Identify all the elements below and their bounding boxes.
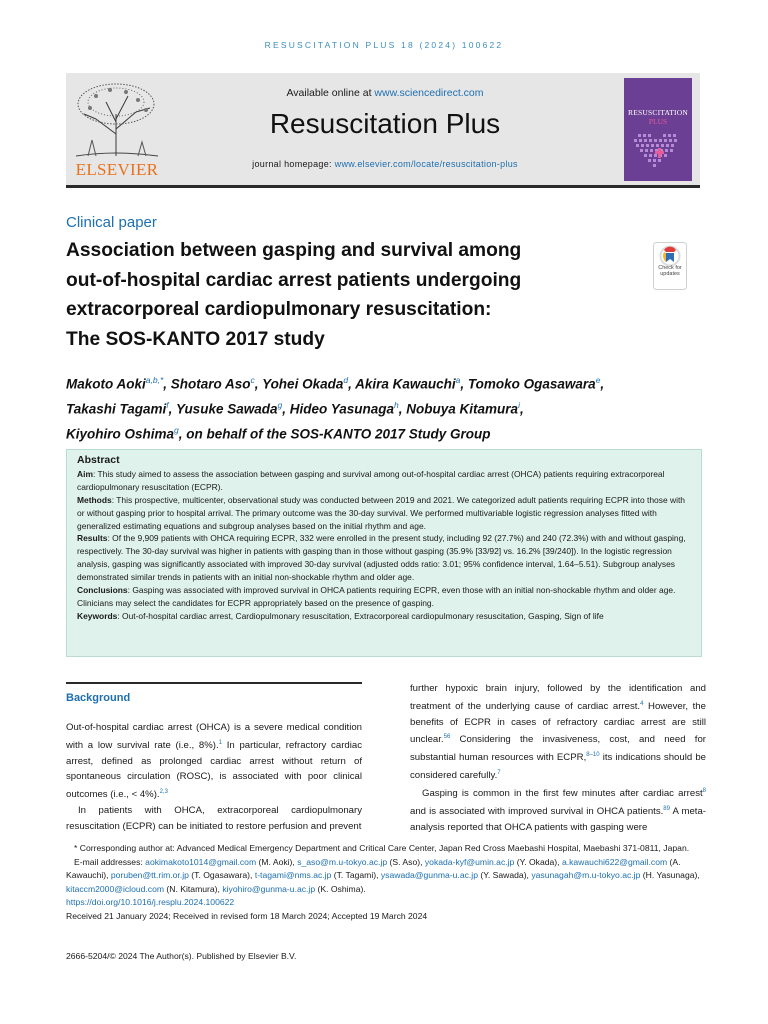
email-owner: (T. Tagami), [331, 870, 381, 881]
abstract-methods [77, 494, 691, 533]
body-text: A meta-analysis reported that OHCA patients with gasping were [410, 806, 706, 833]
abstract-text: : Out-of-hospital cardiac arrest, Cardiopulmonary resuscitation, Extracorporeal cardiopulmonary resuscitation, Gasping, Sign of life [117, 610, 604, 621]
email-owner: (K. Oshima). [315, 883, 366, 894]
author-name: Yusuke Sawada [175, 401, 278, 417]
email-owner: (Y. Okada), [514, 856, 562, 867]
author-affiliation[interactable]: f [166, 400, 169, 410]
author-list [66, 370, 706, 445]
publisher-wordmark: ELSEVIER [75, 160, 159, 179]
author-affiliation[interactable]: i [518, 400, 520, 410]
abstract-conclusions [77, 584, 691, 610]
email-link[interactable]: yokada-kyf@umin.ac.jp [424, 856, 515, 867]
author-separator: , on behalf of the SOS-KANTO 2017 Study Group [178, 426, 491, 442]
author-separator: , [282, 401, 290, 417]
abstract-aim [77, 468, 691, 494]
available-online [170, 87, 600, 99]
body-text: and is associated with improved survival in OHCA patients. [410, 806, 664, 818]
body-text: Gasping is common in the first few minutes after cardiac arrest [422, 788, 703, 800]
email-owner: (T. Ogasawara), [188, 870, 255, 881]
section-rule [66, 682, 362, 684]
author-name: Nobuya Kitamura [406, 401, 519, 417]
homepage-link[interactable]: www.elsevier.com/locate/resuscitation-plus [334, 159, 518, 169]
citation[interactable]: 8–10 [586, 752, 600, 759]
section-heading: Background [66, 692, 131, 704]
email-label: E-mail addresses: [74, 856, 146, 867]
email-link[interactable]: yasunagah@m.u-tokyo.ac.jp [531, 870, 641, 881]
citation[interactable]: 2,3 [159, 789, 168, 795]
cover-title: RESUSCITATION [628, 108, 688, 117]
body-text: Considering the invasiveness, cost, and need for substantial human resources with ECPR, [410, 734, 706, 764]
author-name: Makoto Aoki [66, 376, 146, 392]
abstract-text: : This study aimed to assess the association between gasping and survival among out-of-hospital cardiac arrest (OHCA) patients requiring extracorporeal cardiopulmonary resuscitation (ECPR). [77, 468, 665, 492]
author-name: Hideo Yasunaga [289, 401, 395, 417]
author-separator: , [398, 401, 407, 417]
email-link[interactable]: aokimakoto1014@gmail.com [145, 856, 257, 867]
body-column-right [410, 681, 706, 835]
journal-title: Resuscitation Plus [269, 108, 501, 139]
email-link[interactable]: poruben@tt.rim.or.jp [110, 870, 189, 881]
author-separator: , [600, 376, 605, 392]
email-owner: (A. Kawauchi), [66, 856, 681, 881]
email-addresses [66, 856, 706, 897]
citation[interactable]: 89 [663, 805, 670, 812]
received-dates: Received 21 January 2024; Received in revised form 18 March 2024; Accepted 19 March 2024 [66, 910, 428, 921]
homepage-prefix: journal homepage: [252, 159, 335, 169]
citation[interactable]: 1 [218, 739, 222, 746]
author-name: Tomoko Ogasawara [467, 376, 596, 392]
citation[interactable]: 4 [640, 700, 644, 707]
body-text: In patients with OHCA, extracorporeal cardiopulmonary resuscitation (ECPR) can be initiated to restore perfusion and prevent [66, 804, 362, 832]
running-head: RESUSCITATION PLUS 18 (2024) 100622 [264, 40, 504, 50]
cover-heart-graphic [632, 130, 684, 176]
author-name: Kiyohiro Oshima [66, 426, 175, 442]
abstract-label: Conclusions [77, 585, 128, 596]
corresponding-author-note: * Corresponding author at: Advanced Medical Emergency Department and Critical Care Center, Japan Red Cross Maebashi Hospital, Maebashi 371-0811, Japan. [74, 843, 690, 853]
author-affiliation[interactable]: c [250, 375, 255, 385]
author-affiliation[interactable]: a [455, 375, 461, 385]
body-text: its indications should be considered carefully. [410, 752, 706, 782]
abstract-label: Keywords [77, 610, 118, 621]
footnotes [66, 842, 706, 924]
title-line: The SOS-KANTO 2017 study [66, 328, 325, 350]
body-text: further hypoxic brain injury, followed by the identification and treatment of the underlying cause of cardiac arrest. [410, 683, 706, 712]
author-affiliation[interactable]: h [394, 400, 399, 410]
doi-link[interactable]: https://doi.org/10.1016/j.resplu.2024.100622 [66, 897, 235, 908]
author-separator: , [163, 376, 171, 392]
email-link[interactable]: s_aso@m.u-tokyo.ac.jp [297, 856, 388, 867]
cover-subtitle: PLUS [648, 117, 668, 126]
article-type: Clinical paper [66, 214, 157, 231]
article-title [66, 236, 636, 354]
journal-cover-thumbnail [624, 78, 692, 181]
author-name: Yohei Okada [262, 376, 344, 392]
title-line: out-of-hospital cardiac arrest patients undergoing [66, 269, 522, 291]
author-separator: , [168, 401, 176, 417]
abstract-text: : Of the 9,909 patients with OHCA requiring ECPR, 332 were enrolled in the present study, including 92 (27.7%) and 240 (72.3%) with and without gasping, respectively. The 30-day survival was higher in patients with gasping than in those without gasping (35.9% [33/92] vs. 16.2% [39/240]). In the logistic regression analysis, gasping was significantly associated with improved 30-day survival (adjusted odds ratio: 3.01; 95% confidence interval, 1.64–5.51). Subgroup analyses demonstrated similar trends in patients with an initial non-shockable rhythm and older age. [77, 533, 686, 583]
abstract-text: : Gasping was associated with improved survival in OHCA patients requiring ECPR, even those with an initial non-shockable rhythm and older age. Clinicians may select the candidates for ECPR appropriately based on the presence of gasping. [77, 585, 676, 608]
abstract-keywords [77, 610, 691, 623]
crossmark-label[interactable]: Check for updates [658, 265, 682, 277]
masthead-rule [66, 185, 700, 188]
email-link[interactable]: kiyohiro@gunma-u.ac.jp [222, 883, 316, 894]
body-paragraph [66, 720, 362, 803]
author-separator: , [519, 401, 524, 417]
body-paragraph [410, 681, 706, 784]
journal-homepage [170, 159, 600, 169]
citation[interactable]: 7 [497, 770, 501, 777]
author-affiliation[interactable]: a,b,* [145, 375, 164, 385]
body-column-left [66, 720, 362, 834]
title-line: Association between gasping and survival among [66, 240, 522, 261]
abstract-results [77, 532, 691, 584]
author-separator: , [254, 376, 263, 392]
abstract-heading: Abstract [77, 454, 120, 466]
email-owner: (Y. Sawada), [477, 870, 532, 881]
email-owner: (S. Aso), [387, 856, 425, 867]
author-separator: , [348, 376, 356, 392]
abstract-label: Methods [77, 494, 112, 505]
author-name: Shotaro Aso [170, 376, 251, 392]
author-separator: , [460, 376, 468, 392]
body-text: In particular, refractory cardiac arrest, defined as prolonged cardiac arrest without return of spontaneous circulation (ROSC), is associated with poor clinical outcomes (i.e., < 4%). [66, 739, 362, 801]
abstract-label: Results [77, 533, 108, 544]
author-affiliation[interactable]: e [595, 375, 601, 385]
email-owner: (N. Kitamura), [164, 883, 223, 894]
email-link[interactable]: kitaccm2000@icloud.com [66, 883, 165, 894]
email-owner: (H. Yasunaga), [640, 870, 700, 881]
author-name: Akira Kawauchi [355, 376, 456, 392]
email-link[interactable]: ysawada@gunma-u.ac.jp [380, 870, 478, 881]
abstract-text: : This prospective, multicenter, observational study was conducted between 2019 and 2021. We categorized adult patients requiring ECPR into those with or without gasping prior to hospital arrival. The primary outcome was the 30-day survival. We performed multivariable logistic regression analyses fitted with generalized estimating equations and subgroup analyses based on the initial rhythm and age. [77, 494, 685, 531]
available-prefix: Available online at [286, 87, 375, 99]
citation[interactable]: 56 [443, 734, 451, 741]
author-affiliation[interactable]: d [343, 375, 349, 385]
author-name: Takashi Tagami [66, 401, 167, 417]
author-affiliation[interactable]: g [174, 425, 179, 435]
author-affiliation[interactable]: g [277, 400, 283, 410]
title-line: extracorporeal cardiopulmonary resuscitation: [66, 299, 492, 320]
body-paragraph [66, 803, 362, 834]
body-paragraph [410, 784, 706, 835]
body-text: Out-of-hospital cardiac arrest (OHCA) is a severe medical condition with a low survival rate (i.e., 8%). [66, 722, 362, 751]
citation[interactable]: 8 [702, 787, 706, 794]
abstract-label: Aim [77, 468, 93, 479]
sciencedirect-link[interactable]: www.sciencedirect.com [374, 87, 484, 99]
email-owner: (M. Aoki), [256, 856, 298, 867]
issn-copyright: 2666-5204/© 2024 The Author(s). Published by Elsevier B.V. [66, 951, 297, 961]
body-text: However, the benefits of ECPR in cases of refractory cardiac arrest are still unclear. [410, 700, 706, 746]
abstract-box [66, 449, 702, 657]
email-link[interactable]: a.kawauchi622@gmail.com [561, 856, 668, 867]
email-link[interactable]: t-tagami@nms.ac.jp [254, 870, 332, 881]
